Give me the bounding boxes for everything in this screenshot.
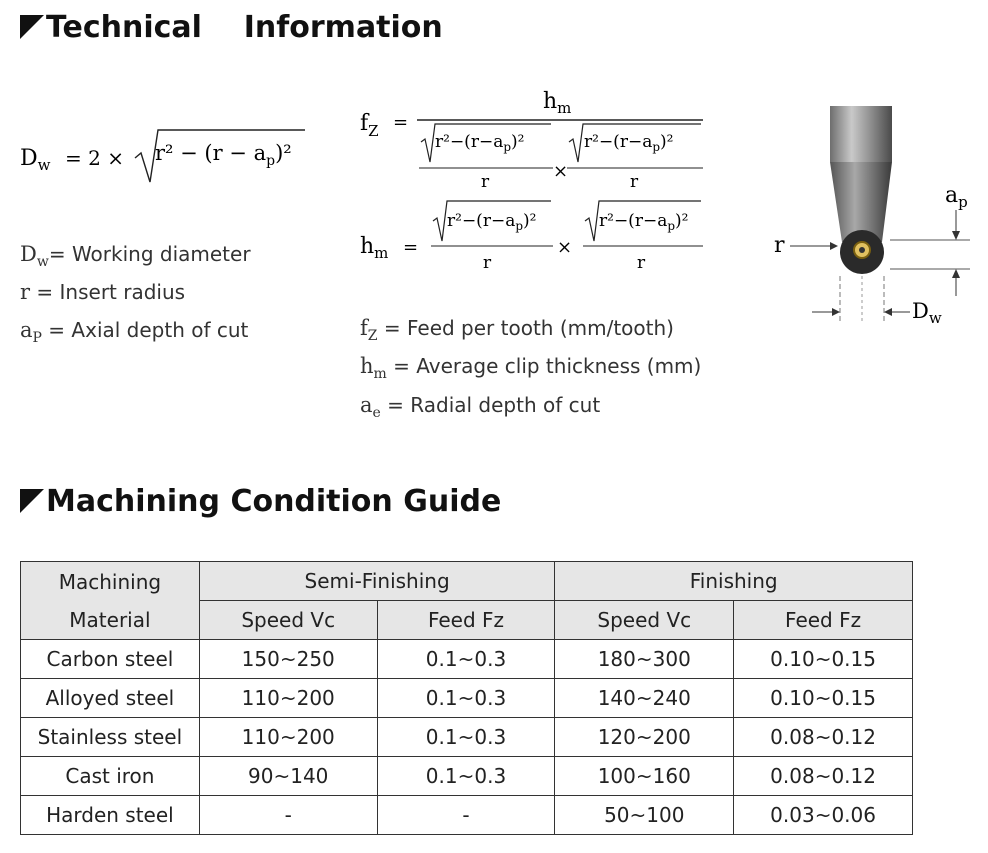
header-semi-feed: Feed Fz	[377, 601, 555, 640]
arrow-right-icon	[830, 242, 838, 250]
legend-feed-per-tooth: $f_Z$ = Feed per tooth (mm/tooth)	[360, 316, 674, 345]
semi-speed-cell: -	[199, 796, 377, 835]
formula-fz-den-left: r	[481, 172, 490, 192]
table-row	[21, 679, 913, 718]
semi-speed-cell: 110~200	[199, 679, 377, 718]
header-fin-feed: Feed Fz	[734, 601, 913, 640]
formula-hm-times: ×	[557, 237, 573, 258]
fin-speed-cell: 100~160	[555, 757, 734, 796]
triangle-bullet-icon	[20, 15, 44, 39]
fin-feed-cell: 0.10~0.15	[734, 679, 913, 718]
header-machining-material: Machining Material	[21, 562, 200, 640]
tool-shank	[830, 106, 892, 162]
fin-feed-cell: 0.03~0.06	[734, 796, 913, 835]
semi-feed-cell: 0.1~0.3	[377, 757, 555, 796]
fin-speed-cell: 120~200	[555, 718, 734, 757]
formula-fz-den-right: r	[630, 172, 639, 192]
formula-fz-times: ×	[553, 161, 569, 182]
semi-feed-cell: -	[377, 796, 555, 835]
header-finishing: Finishing	[555, 562, 913, 601]
fin-feed-cell: 0.08~0.12	[734, 757, 913, 796]
technical-information-heading: Technical Information	[20, 10, 443, 45]
formula-dw-equals: = 2 ×	[65, 146, 124, 170]
label-r: r	[774, 233, 785, 258]
table-row	[21, 796, 913, 835]
machining-condition-guide-heading: Machining Condition Guide	[20, 484, 501, 519]
formula-fz-lhs: $f_Z$	[360, 111, 379, 140]
material-cell: Cast iron	[21, 757, 200, 796]
machining-condition-table	[20, 561, 913, 835]
label-ap: $a_p$	[945, 183, 968, 211]
semi-speed-cell: 90~140	[199, 757, 377, 796]
header-fin-speed: Speed Vc	[555, 601, 734, 640]
formula-fz-numerator: $h_m$	[543, 89, 572, 117]
formula-fz-root-left: $r^2-(r-a_p)^2$	[435, 132, 525, 154]
formula-fz-root-right: $r^2-(r-a_p)^2$	[584, 132, 674, 154]
semi-speed-cell: 110~200	[199, 718, 377, 757]
arrow-left-icon	[884, 308, 892, 316]
formula-fz-equals: =	[393, 112, 409, 133]
formula-hm-equals: =	[403, 237, 419, 258]
table-row	[21, 757, 913, 796]
fin-feed-cell: 0.08~0.12	[734, 718, 913, 757]
working-diameter-formula	[15, 120, 315, 190]
header-semi-finishing: Semi-Finishing	[199, 562, 555, 601]
legend-working-diameter: $D_w=$ Working diameter	[20, 242, 251, 271]
semi-speed-cell: 150~250	[199, 640, 377, 679]
legend-radial-depth: $a_e$ = Radial depth of cut	[360, 393, 601, 422]
arrow-down-icon	[952, 231, 960, 240]
fin-speed-cell: 140~240	[555, 679, 734, 718]
fin-speed-cell: 50~100	[555, 796, 734, 835]
arrow-right-icon	[832, 308, 840, 316]
tool-neck	[830, 162, 892, 242]
table-row	[21, 718, 913, 757]
arrow-up-icon	[952, 269, 960, 278]
material-cell: Alloyed steel	[21, 679, 200, 718]
material-cell: Stainless steel	[21, 718, 200, 757]
material-cell: Harden steel	[21, 796, 200, 835]
formula-hm-root-right: $r^2-(r-a_p)^2$	[599, 211, 689, 233]
formula-dw-radicand: $r^2 - (r - a_p)^2$	[155, 141, 292, 169]
ball-end-mill-diagram	[760, 100, 980, 330]
semi-feed-cell: 0.1~0.3	[377, 679, 555, 718]
average-chip-thickness-formula	[355, 195, 715, 275]
header-semi-speed: Speed Vc	[199, 601, 377, 640]
material-cell: Carbon steel	[21, 640, 200, 679]
formula-hm-den-right: r	[637, 253, 646, 273]
label-dw: $D_w$	[912, 299, 942, 327]
legend-axial-depth: $a_P$ = Axial depth of cut	[20, 318, 249, 347]
formula-hm-lhs: $h_m$	[360, 234, 389, 262]
fin-speed-cell: 180~300	[555, 640, 734, 679]
table-row	[21, 640, 913, 679]
triangle-bullet-icon	[20, 489, 44, 513]
legend-average-clip-thickness: $h_m$ = Average clip thickness (mm)	[360, 354, 702, 383]
formula-hm-den-left: r	[483, 253, 492, 273]
formula-dw-lhs: $D_w$	[20, 146, 51, 174]
formula-hm-root-left: $r^2-(r-a_p)^2$	[447, 211, 537, 233]
legend-insert-radius: r = Insert radius	[20, 280, 186, 304]
semi-feed-cell: 0.1~0.3	[377, 718, 555, 757]
fin-feed-cell: 0.10~0.15	[734, 640, 913, 679]
feed-per-tooth-formula	[355, 82, 715, 192]
semi-feed-cell: 0.1~0.3	[377, 640, 555, 679]
